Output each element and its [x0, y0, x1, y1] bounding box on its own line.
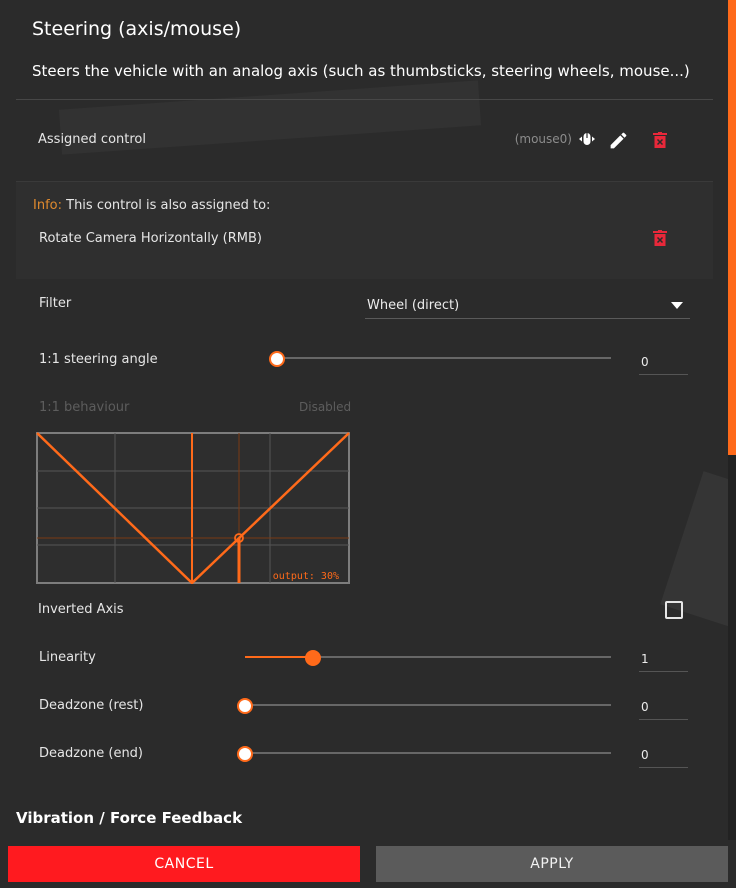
linearity-label: Linearity — [39, 650, 96, 665]
vibration-section-title: Vibration / Force Feedback — [16, 809, 243, 827]
deadzone-rest-slider[interactable] — [245, 704, 611, 706]
deadzone-end-label: Deadzone (end) — [39, 746, 144, 761]
deadzone-end-slider-thumb[interactable] — [237, 746, 253, 762]
linearity-input[interactable] — [639, 647, 688, 672]
inverted-axis-checkbox[interactable] — [665, 601, 683, 619]
info-message — [33, 198, 270, 213]
divider — [16, 99, 713, 100]
cancel-button[interactable]: CANCEL — [8, 846, 360, 882]
response-curve-graph — [36, 432, 350, 584]
mouse-axis-icon — [578, 131, 596, 149]
deadzone-rest-value: 0 — [641, 700, 649, 714]
filter-selected-value: Wheel (direct) — [367, 298, 460, 313]
scrollbar-track[interactable] — [728, 0, 736, 840]
trash-icon[interactable] — [652, 230, 668, 247]
pencil-icon[interactable] — [608, 130, 629, 151]
apply-button[interactable]: APPLY — [376, 846, 728, 882]
deadzone-rest-input[interactable] — [639, 695, 688, 720]
deadzone-rest-label: Deadzone (rest) — [39, 698, 144, 713]
deadzone-end-slider[interactable] — [245, 752, 611, 754]
dialog-title: Steering (axis/mouse) — [32, 18, 242, 40]
behaviour-label: 1:1 behaviour — [39, 400, 130, 415]
output-readout: output: 30% — [272, 571, 339, 582]
dialog-description: Steers the vehicle with an analog axis (such as thumbsticks, steering wheels, mouse...) — [32, 62, 690, 80]
trash-icon[interactable] — [652, 132, 668, 149]
filter-dropdown[interactable] — [365, 294, 690, 319]
info-prefix: Info: — [33, 198, 62, 213]
linearity-slider-thumb[interactable] — [305, 650, 321, 666]
deadzone-end-value: 0 — [641, 748, 649, 762]
filter-label: Filter — [39, 296, 72, 311]
deadzone-end-input[interactable] — [639, 743, 688, 768]
steering-angle-value: 0 — [641, 355, 649, 369]
steering-angle-input[interactable] — [639, 350, 688, 375]
steering-angle-slider-thumb[interactable] — [269, 351, 285, 367]
behaviour-state: Disabled — [299, 400, 352, 414]
inverted-axis-label: Inverted Axis — [38, 602, 124, 617]
steering-angle-slider[interactable] — [276, 357, 611, 359]
scrollbar-thumb[interactable] — [728, 0, 736, 455]
info-text: This control is also assigned to: — [66, 198, 271, 213]
steering-angle-label: 1:1 steering angle — [39, 352, 158, 367]
assigned-control-label: Assigned control — [38, 132, 146, 147]
chevron-down-icon — [671, 302, 683, 309]
info-panel — [16, 181, 713, 279]
linearity-slider-fill — [245, 656, 312, 658]
other-binding-label: Rotate Camera Horizontally (RMB) — [39, 231, 262, 246]
deadzone-rest-slider-thumb[interactable] — [237, 698, 253, 714]
assigned-device: (mouse0) — [514, 132, 572, 146]
linearity-value: 1 — [641, 652, 649, 666]
